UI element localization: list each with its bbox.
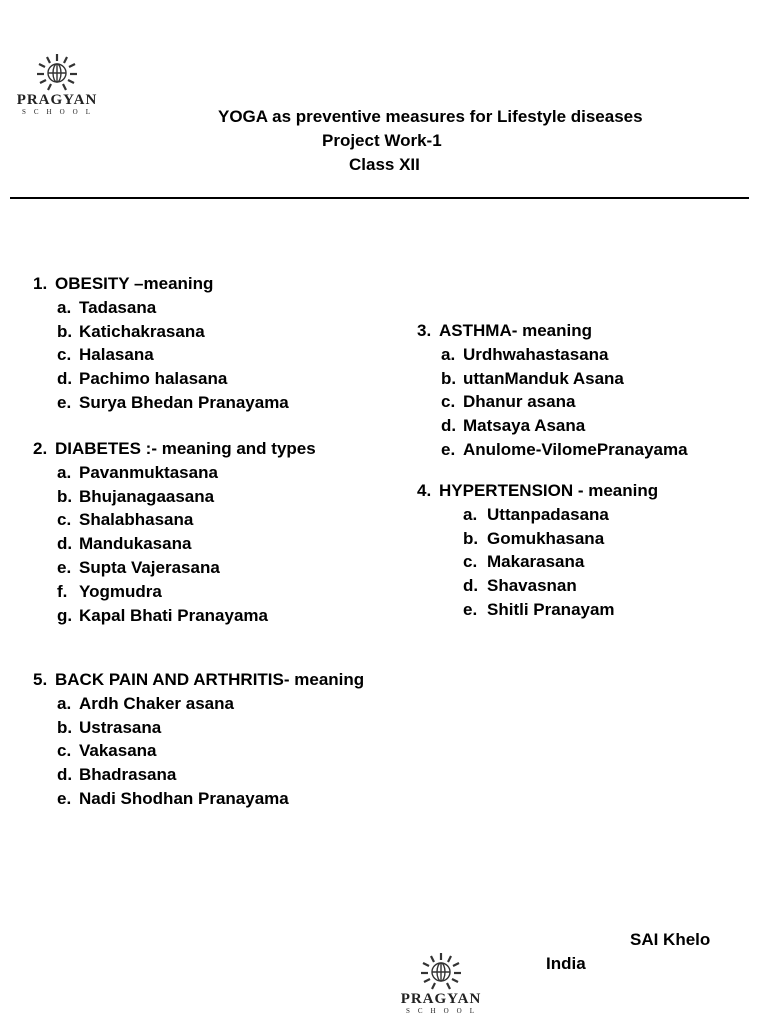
item-letter: b. xyxy=(57,717,73,737)
school-subtitle: SCHOOL xyxy=(405,1007,482,1015)
item-text: Surya Bhedan Pranayama xyxy=(79,392,289,412)
item-letter: c. xyxy=(57,510,72,530)
section-number: 3. xyxy=(417,321,432,340)
item-text: Anulome-VilomePranayama xyxy=(463,439,688,459)
item-letter: g. xyxy=(57,605,73,625)
section-number: 2. xyxy=(33,439,48,458)
item-letter: a. xyxy=(57,693,72,713)
section-number: 5. xyxy=(33,670,48,689)
item-text: Kapal Bhati Pranayama xyxy=(79,605,268,625)
item-letter: a. xyxy=(57,462,72,482)
school-emblem-icon xyxy=(35,52,79,92)
item-letter: d. xyxy=(57,765,73,785)
section-title: ASTHMA- meaning xyxy=(439,321,592,340)
item-text: Uttanpadasana xyxy=(487,504,609,524)
item-letter: d. xyxy=(441,416,457,436)
school-logo-bottom xyxy=(390,951,492,1015)
item-text: Supta Vajerasana xyxy=(79,557,220,577)
item-text: Nadi Shodhan Pranayama xyxy=(79,788,289,808)
item-letter: a. xyxy=(441,344,456,364)
item-letter: b. xyxy=(463,528,479,548)
item-letter: d. xyxy=(57,369,73,389)
section-title: HYPERTENSION - meaning xyxy=(439,481,659,500)
item-text: Shavasnan xyxy=(487,576,577,596)
item-text: Pavanmuktasana xyxy=(79,462,218,482)
item-text: Tadasana xyxy=(79,297,157,317)
item-text: Ardh Chaker asana xyxy=(79,693,234,713)
item-text: Yogmudra xyxy=(79,581,162,601)
section-title: OBESITY –meaning xyxy=(55,274,214,293)
item-letter: c. xyxy=(57,741,72,761)
class-label: Class XII xyxy=(349,155,420,174)
item-text: Dhanur asana xyxy=(463,392,576,412)
section-number: 1. xyxy=(33,274,48,293)
item-text: Matsaya Asana xyxy=(463,416,586,436)
school-logo-top xyxy=(8,52,106,116)
item-letter: e. xyxy=(463,599,478,619)
item-text: Makarasana xyxy=(487,552,585,572)
item-text: Pachimo halasana xyxy=(79,369,228,389)
item-text: Vakasana xyxy=(79,741,157,761)
item-text: Shitli Pranayam xyxy=(487,599,615,619)
item-letter: e. xyxy=(57,557,72,577)
item-text: Halasana xyxy=(79,345,154,365)
item-text: Shalabhasana xyxy=(79,510,194,530)
school-name: PRAGYAN xyxy=(400,991,482,1007)
item-letter: b. xyxy=(57,486,73,506)
item-letter: d. xyxy=(463,576,479,596)
item-text: Gomukhasana xyxy=(487,528,605,548)
section-title: DIABETES :- meaning and types xyxy=(55,439,316,458)
item-text: Mandukasana xyxy=(79,534,192,554)
item-letter: b. xyxy=(441,368,457,388)
item-letter: a. xyxy=(57,297,72,317)
school-emblem-icon xyxy=(419,951,463,991)
section-title: BACK PAIN AND ARTHRITIS- meaning xyxy=(55,670,365,689)
item-letter: c. xyxy=(463,552,478,572)
footer-line-1: SAI Khelo xyxy=(630,930,711,949)
item-text: uttanManduk Asana xyxy=(463,368,624,388)
item-letter: b. xyxy=(57,321,73,341)
school-name: PRAGYAN xyxy=(16,92,98,108)
item-letter: e. xyxy=(441,439,456,459)
item-text: Urdhwahastasana xyxy=(463,344,609,364)
project-label: Project Work-1 xyxy=(322,131,442,150)
header-divider xyxy=(10,197,749,199)
item-letter: d. xyxy=(57,534,73,554)
item-text: Bhadrasana xyxy=(79,765,177,785)
item-text: Ustrasana xyxy=(79,717,162,737)
item-letter: c. xyxy=(441,392,456,412)
document-title: YOGA as preventive measures for Lifestyle diseases xyxy=(218,107,643,126)
item-text: Bhujanagaasana xyxy=(79,486,215,506)
item-letter: e. xyxy=(57,788,72,808)
item-letter: a. xyxy=(463,504,478,524)
section-number: 4. xyxy=(417,481,432,500)
school-subtitle: SCHOOL xyxy=(21,108,98,116)
item-letter: f. xyxy=(57,581,68,601)
item-letter: c. xyxy=(57,345,72,365)
item-letter: e. xyxy=(57,392,72,412)
footer-line-2: India xyxy=(546,954,586,973)
item-text: Katichakrasana xyxy=(79,321,205,341)
